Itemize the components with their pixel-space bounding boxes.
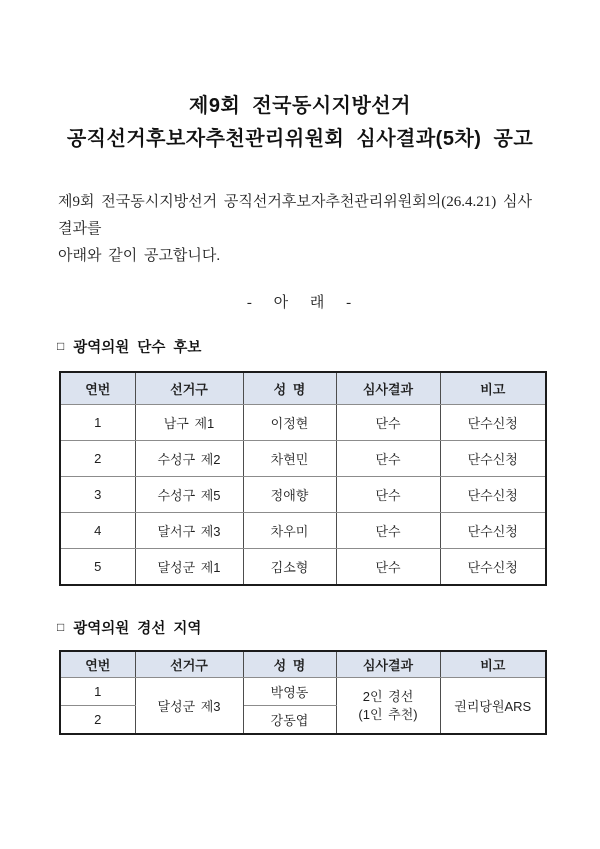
header-cell-no: 연번	[60, 651, 135, 678]
cell-name: 이정현	[243, 405, 336, 441]
header-cell-note: 비고	[440, 651, 546, 678]
cell-no: 1	[60, 678, 135, 706]
intro-paragraph	[58, 189, 544, 270]
section-heading-primary-regions	[57, 617, 600, 638]
table-row	[60, 405, 546, 441]
cell-no: 2	[60, 706, 135, 735]
table-row	[60, 441, 546, 477]
header-cell-name: 성 명	[243, 372, 336, 405]
table-header-row	[60, 372, 546, 405]
cell-note: 단수신청	[440, 405, 546, 441]
cell-no: 5	[60, 549, 135, 586]
header-cell-name: 성 명	[243, 651, 336, 678]
cell-result-merged	[336, 678, 440, 735]
square-bullet-icon: □	[57, 338, 65, 353]
cell-no: 3	[60, 477, 135, 513]
cell-result: 단수	[336, 477, 440, 513]
header-cell-district: 선거구	[135, 651, 243, 678]
cell-result: 단수	[336, 441, 440, 477]
header-cell-note: 비고	[440, 372, 546, 405]
cell-note-merged: 권리당원ARS	[440, 678, 546, 735]
cell-district: 수성구 제5	[135, 477, 243, 513]
cell-district: 남구 제1	[135, 405, 243, 441]
cell-note: 단수신청	[440, 441, 546, 477]
table-row	[60, 678, 546, 706]
intro-line-2: 아래와 같이 공고합니다.	[58, 248, 221, 264]
square-bullet-icon: □	[57, 619, 65, 634]
intro-line-1: 제9회 전국동시지방선거 공직선거후보자추천관리위원회의(26.4.21) 심사 결과를	[58, 194, 532, 237]
cell-district: 달성군 제1	[135, 549, 243, 586]
cell-result: 단수	[336, 513, 440, 549]
table-row	[60, 513, 546, 549]
title-line-2: 공직선거후보자추천관리위원회 심사결과(5차) 공고	[66, 128, 534, 150]
cell-district: 달서구 제3	[135, 513, 243, 549]
title-line-1: 제9회 전국동시지방선거	[189, 95, 411, 117]
section-heading-label: 광역의원 단수 후보	[73, 340, 202, 356]
header-cell-district: 선거구	[135, 372, 243, 405]
section-heading-label: 광역의원 경선 지역	[73, 621, 202, 637]
cell-district-merged: 달성군 제3	[135, 678, 243, 735]
header-cell-result: 심사결과	[336, 651, 440, 678]
header-cell-result: 심사결과	[336, 372, 440, 405]
cell-result: 단수	[336, 549, 440, 586]
single-candidates-table	[59, 371, 547, 586]
cell-note: 단수신청	[440, 549, 546, 586]
section-heading-single-candidates	[57, 336, 600, 357]
cell-note: 단수신청	[440, 477, 546, 513]
cell-name: 차우미	[243, 513, 336, 549]
cell-name: 정애향	[243, 477, 336, 513]
result-line-1: 2인 경선	[362, 688, 414, 704]
below-divider-label: - 아 래 -	[246, 295, 354, 311]
table-header-row	[60, 651, 546, 678]
cell-note: 단수신청	[440, 513, 546, 549]
cell-name: 박영동	[243, 678, 336, 706]
result-line-2: (1인 추천)	[358, 706, 418, 722]
cell-no: 4	[60, 513, 135, 549]
cell-name: 강동엽	[243, 706, 336, 735]
cell-no: 2	[60, 441, 135, 477]
primary-regions-table	[59, 650, 547, 735]
cell-name: 차현민	[243, 441, 336, 477]
cell-name: 김소형	[243, 549, 336, 586]
table-row	[60, 477, 546, 513]
document-title	[0, 0, 600, 156]
header-cell-no: 연번	[60, 372, 135, 405]
cell-no: 1	[60, 405, 135, 441]
cell-district: 수성구 제2	[135, 441, 243, 477]
cell-result: 단수	[336, 405, 440, 441]
table-row	[60, 549, 546, 586]
